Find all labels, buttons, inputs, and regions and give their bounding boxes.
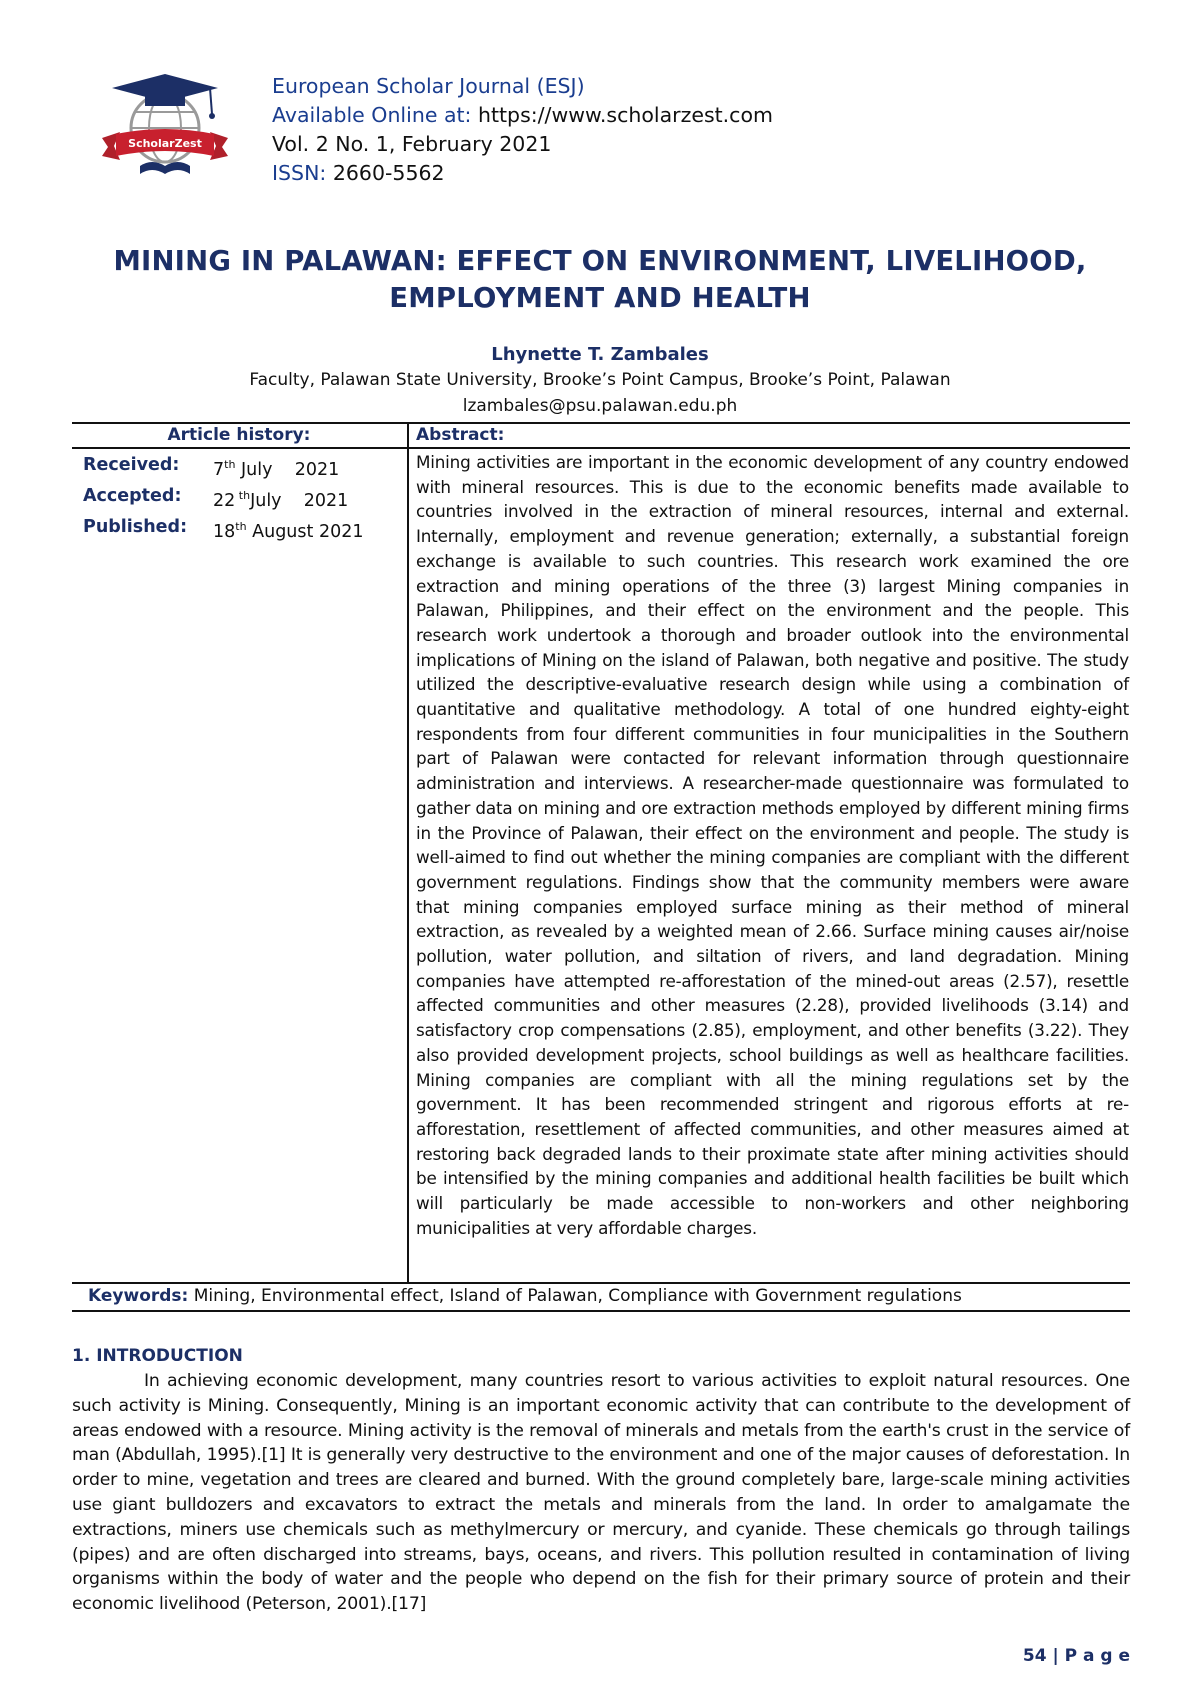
page-label: P a g e <box>1064 1646 1130 1666</box>
keywords-text: Mining, Environmental effect, Island of Palawan, Compliance with Government regulations <box>188 1286 962 1306</box>
page-number: 54 <box>1022 1646 1047 1666</box>
history-published <box>83 514 363 545</box>
published-label: Published: <box>83 516 188 537</box>
table-column-divider <box>407 422 409 1282</box>
author-name: Lhynette T. Zambales <box>491 344 709 365</box>
title-line-1: MINING IN PALAWAN: EFFECT ON ENVIRONMENT, LIVELIHOOD, <box>113 245 1087 277</box>
history-accepted <box>83 483 363 514</box>
journal-issn <box>272 159 773 188</box>
introduction-text: In achieving economic development, many countries resort to various activities to exploit natural resources. One such activity is Mining. Consequently, Mining is an important economic activity that can contribute to the development of areas endowed with a resource. Mining activity is the removal of minerals and metals from the earth's crust in the service of man (Abdullah, 1995).[1] It is generally very destructive to the environment and one of the major causes of deforestation. In order to mine, vegetation and trees are cleared and burned. With the ground completely bare, large-scale mining activities use giant bulldozers and excavators to extract the metals and minerals from the land. In order to amalgamate the extractions, miners use chemicals such as methylmercury or mercury, and cyanide. These chemicals go through tailings (pipes) and are often discharged into streams, bays, oceans, and rivers. This pollution resulted in contamination of living organisms within the body of water and the people who depend on the fish for their primary source of protein and their economic livelihood (Peterson, 2001).[17] <box>72 1371 1130 1615</box>
journal-url[interactable]: https://www.scholarzest.com <box>477 103 773 127</box>
page-footer <box>1023 1646 1130 1666</box>
issn-value: 2660-5562 <box>332 161 445 185</box>
accepted-date: 22 $^{th}$July 2021 <box>213 488 349 511</box>
received-date: 7th July 2021 <box>213 458 340 480</box>
article-history-header: Article history: <box>167 425 311 445</box>
introduction-heading: 1. INTRODUCTION <box>72 1346 243 1366</box>
paper-title <box>60 243 1140 317</box>
journal-availability <box>272 101 773 130</box>
title-line-2: EMPLOYMENT AND HEALTH <box>389 282 811 314</box>
journal-name: European Scholar Journal (ESJ) <box>272 74 585 98</box>
author-affiliation: Faculty, Palawan State University, Brooke’s Point Campus, Brooke’s Point, Palawan <box>249 370 951 390</box>
journal-info <box>272 72 773 188</box>
issn-label: ISSN: <box>272 161 333 185</box>
accepted-label: Accepted: <box>83 485 182 506</box>
article-history <box>83 452 363 544</box>
table-header-rule <box>72 447 1130 449</box>
available-label: Available Online at: <box>272 103 478 127</box>
table-bottom-rule <box>72 1310 1130 1312</box>
abstract-text: Mining activities are important in the economic development of any country endowed with mineral resources. This is due to the economic benefits made available to countries involved in the extraction of mineral resources, internal and external. Internally, employment and revenue generation; externally, a substantial foreign exchange is available to such countries. This research work examined the ore extraction and mining operations of the three (3) largest Mining companies in Palawan, Philippines, and their effect on the environment and the people. This research work undertook a thorough and broader outlook into the environmental implications of Mining on the island of Palawan, both negative and positive. The study utilized the descriptive-evaluative research design while using a combination of quantitative and qualitative methodology. A total of one hundred eighty-eight respondents from four different communities in four municipalities in the Southern part of Palawan were contacted for relevant information through questionnaire administration and interviews. A researcher-made questionnaire was formulated to gather data on mining and ore extraction methods employed by different mining firms in the Province of Palawan, their effect on the environment and people. The study is well-aimed to find out whether the mining companies are compliant with the different government regulations. Findings show that the community members were aware that mining companies employed surface mining as their method of mineral extraction, as revealed by a weighted mean of 2.66. Surface mining causes air/noise pollution, water pollution, and siltation of rivers, and land degradation. Mining companies have attempted re-afforestation of the mined-out areas (2.57), resettle affected communities and other measures (2.28), provided livelihoods (3.14) and satisfactory crop compensations (2.85), employment, and other benefits (3.22). They also provided development projects, school buildings as well as healthcare facilities. Mining companies are compliant with all the mining regulations set by the government. It has been recommended stringent and rigorous efforts at re-afforestation, resettlement of affected communities, and other measures aimed at restoring back degraded lands to their proximate state after mining activities should be intensified by the mining companies and additional health facilities be built which will particularly be made accessible to non-workers and other neighboring municipalities at very affordable charges. <box>416 452 1129 1238</box>
table-abstract-bottom-rule <box>72 1282 1130 1284</box>
abstract-header: Abstract: <box>416 425 505 445</box>
keywords <box>88 1286 962 1306</box>
author-email[interactable]: lzambales@psu.palawan.edu.ph <box>462 396 738 416</box>
logo-text: ScholarZest <box>128 137 202 150</box>
published-date: 18th August 2021 <box>213 519 364 542</box>
received-label: Received: <box>83 455 180 475</box>
scholarzest-logo <box>100 70 230 185</box>
journal-volume: Vol. 2 No. 1, February 2021 <box>272 132 552 156</box>
table-top-rule <box>72 422 1130 424</box>
footer-separator: | <box>1046 1646 1065 1666</box>
history-received <box>83 452 363 483</box>
keywords-label: Keywords: <box>88 1286 189 1306</box>
